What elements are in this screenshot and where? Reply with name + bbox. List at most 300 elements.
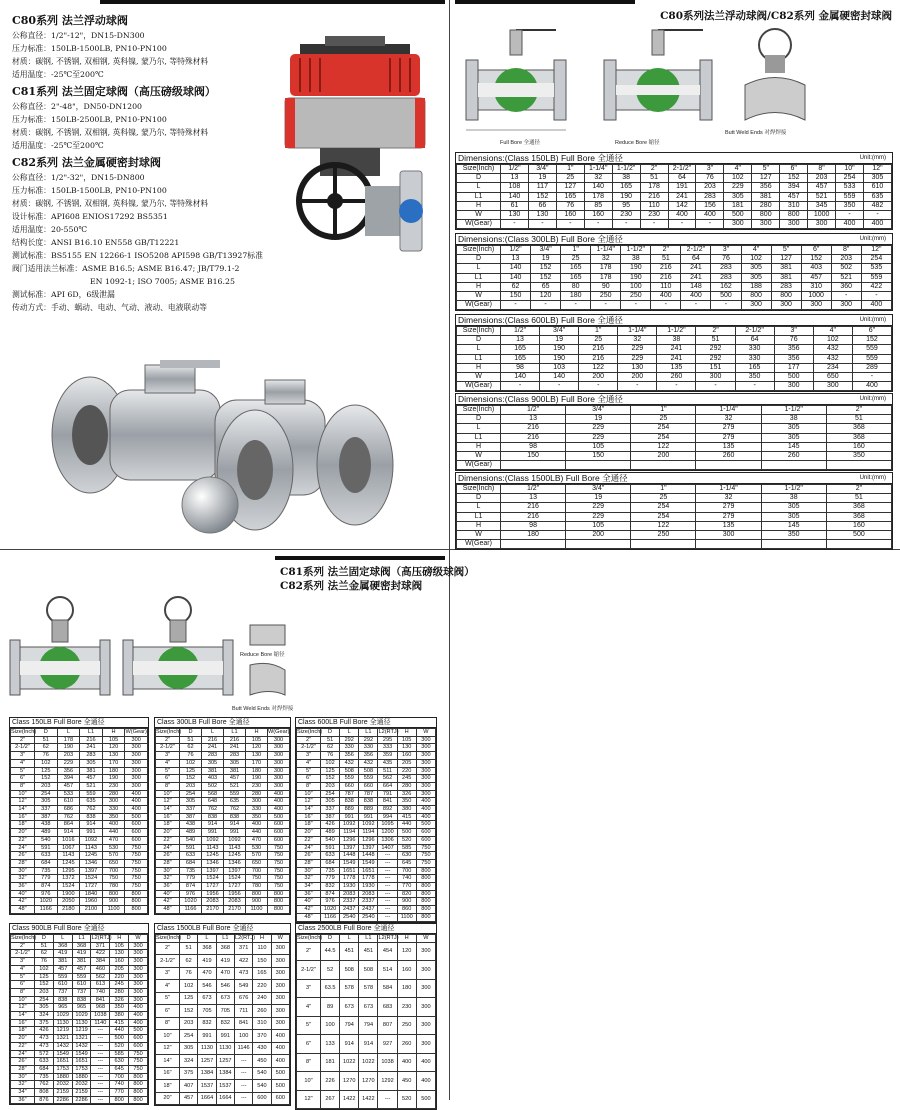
table-cell: 10" [297,1072,321,1091]
table-cell: 664 [378,782,397,790]
c82-title: C82系列 法兰金属硬密封球阀 [12,156,161,169]
table-cell: 140 [584,183,612,192]
table-cell: 400 [397,1053,416,1072]
table-cell: 200 [631,452,696,461]
table-cell: 540 [180,836,202,844]
table-header-cell: L2(RTJ) [91,935,112,941]
table-row [11,958,148,966]
table-cell: 400 [416,1072,435,1091]
table-row [11,1073,148,1081]
table-cell: 1448 [359,852,378,860]
table-row [297,867,436,875]
table-row [156,1055,290,1068]
table-cell: 511 [378,767,397,775]
table-cell: 260 [696,452,761,461]
table-cell: 305 [180,1042,198,1055]
table-cell: 292 [696,354,735,363]
table-cell: 177 [774,363,813,372]
table-cell: 160 [556,211,584,220]
table-cell: 700 [397,867,416,875]
table-cell: 991 [198,1030,216,1043]
table-900lb-caption: Class 900LB Full Bore 全通径 [10,924,148,934]
table-header-cell: 1/2" [501,485,566,494]
table-header-cell: H [457,201,501,210]
table-row [156,1030,290,1043]
table-cell: 435 [378,759,397,767]
table-cell: 38 [761,415,826,424]
table-cell: 130 [397,744,416,752]
table-cell: 1245 [57,859,80,867]
table-cell: 165 [561,273,591,282]
table-cell: 750 [125,875,148,883]
table-cell: 305 [202,759,224,767]
table-cell: 750 [129,1050,148,1058]
table-cell: 630 [397,852,416,860]
table-cell: 254 [631,424,696,433]
table-cell: 105 [566,521,631,530]
spec-line: 适用温度：-25℃至200℃ [12,70,104,79]
table-cell: 820 [397,890,416,898]
caption-reduce-bore: Reduce Bore 缩径 [615,140,660,146]
table-header-cell: 12" [863,165,891,174]
table-row [11,981,148,989]
table-cell: 300 [246,798,268,806]
table-cell: 300 [129,973,148,981]
table-cell: 24" [156,844,180,852]
table-cell: 305 [741,273,771,282]
butt-weld-detail-drawing [245,660,290,700]
table-cell: - [531,301,561,310]
c80-title: C80系列 法兰浮动球阀 [12,14,128,27]
table-cell: 432 [813,354,852,363]
table-cell: 1384 [216,1067,234,1080]
table-cell: - [591,301,621,310]
table-cell: 51 [826,494,891,503]
table-cell: 140 [501,264,531,273]
table-cell: 502 [831,264,861,273]
table-row [297,744,436,752]
table-cell: 18" [11,1027,35,1035]
table-cell: --- [91,1065,110,1073]
table-header-cell: L [457,264,501,273]
table-cell: 633 [321,852,340,860]
table-cell: 4" [297,998,321,1017]
table-header-cell: D [457,255,501,264]
table-row [457,282,892,291]
table-cell: 19 [528,174,556,183]
table-cell: 330 [340,744,359,752]
table-cell: 2" [11,942,35,950]
table-header-cell: L [457,183,501,192]
table-cell: 122 [631,521,696,530]
table-cell: 102 [724,174,752,183]
table-cell: - [540,382,579,391]
table-row [11,759,148,767]
table-cell: - [861,292,891,301]
table-cell: 1880 [53,1073,72,1081]
table-header-cell: 1-1/2" [621,246,651,255]
table-cell: 10" [156,790,180,798]
table-row [297,1072,436,1091]
table-cell: 300 [416,752,435,760]
table-cell: 5" [156,767,180,775]
table-row [11,852,148,860]
table-300lb-box [455,233,893,311]
table-cell: 165 [556,192,584,201]
table-150lb-box [455,152,893,230]
table-cell: 860 [397,906,416,914]
table-cell: 220 [397,767,416,775]
table-cell: 32 [696,494,761,503]
table-row [457,220,892,229]
table-cell: 1166 [35,906,58,914]
spec-line: 传动方式：手动、蜗动、电动、气动、液动、电液联动等 [12,303,207,312]
table-cell: 292 [696,345,735,354]
table-cell: 62 [501,282,531,291]
table-header-cell: D [180,729,202,737]
table-cell: 500 [416,1090,435,1109]
table-cell: 3" [11,752,35,760]
table-cell: - [640,220,668,229]
table-cell: 838 [80,813,103,821]
table-cell: 300 [129,950,148,958]
table-cell: 370 [253,1030,271,1043]
table-cell: 673 [340,998,359,1017]
table-row [156,767,290,775]
table-row [11,1019,148,1027]
table-cell: 38 [657,336,696,345]
table-cell: 780 [246,883,268,891]
table-cell: 591 [180,844,202,852]
table-cell: 965 [72,1004,91,1012]
table-row [457,512,892,521]
table-cell: 305 [761,433,826,442]
unit-label: Unit:(mm) [859,317,886,323]
table-cell: 440 [397,821,416,829]
table-row [11,829,148,837]
table-cell: 660 [340,782,359,790]
table-cell: 300 [102,798,125,806]
table-300lb-caption: Dimensions:(Class 300LB) Full Bore 全通径 [458,234,623,244]
table-cell: 770 [110,1089,129,1097]
table-header-cell: 1/2" [501,406,566,415]
table-cell: 1727 [224,883,246,891]
table-header-cell: L1 [457,512,501,521]
table-cell: 585 [110,1050,129,1058]
table-cell: 1092 [340,821,359,829]
table-cell: 457 [780,192,808,201]
table-cell: 965 [53,1004,72,1012]
table-cell: 110 [651,282,681,291]
table-cell: 1880 [72,1073,91,1081]
table-header-cell: 3/4" [540,327,579,336]
table-cell: 156 [696,201,724,210]
table-cell: 180 [246,767,268,775]
table-cell: 24" [11,1050,35,1058]
table-cell: 152 [852,336,891,345]
table-cell: 430 [253,1042,271,1055]
table-cell: 100 [621,282,651,291]
table-cell: 440 [110,1027,129,1035]
table-cell: 400 [129,1019,148,1027]
table-cell: 280 [110,988,129,996]
table-cell: 152 [35,775,58,783]
table-cell: 535 [861,264,891,273]
table-cell: 8" [156,782,180,790]
table-cell: 368 [826,433,891,442]
table-row [457,301,892,310]
table-cell: 1448 [340,852,359,860]
table-row [11,1065,148,1073]
table-row [297,890,436,898]
table-header-cell: 3/4" [528,165,556,174]
table-cell: 10" [297,790,321,798]
spec-line: 压力标准：150LB-1500LB, PN10-PN100 [12,44,167,53]
table-cell: 42" [297,906,321,914]
table-row [457,345,892,354]
table-cell: 229 [57,759,80,767]
table-cell: 120 [102,744,125,752]
table-cell: 14" [156,1055,180,1068]
table-cell: 310 [801,282,831,291]
table-cell: 889 [359,806,378,814]
table-cell: 533 [836,183,864,192]
table-header-cell: 1-1/2" [657,327,696,336]
table-row [297,883,436,891]
table-cell: 489 [180,829,202,837]
table-cell: 1321 [72,1035,91,1043]
table-cell: 10" [11,996,35,1004]
table-cell: --- [378,890,397,898]
table-cell: 25 [561,255,591,264]
table-row [297,790,436,798]
table-cell: 305 [761,424,826,433]
table-cell: 230 [640,211,668,220]
table-cell: 62 [35,950,54,958]
table-cell: 36" [156,883,180,891]
table-cell: 64 [681,255,711,264]
table-cell: 800 [129,1081,148,1089]
dimensions-table-300lb [456,245,892,310]
table-cell [826,461,891,470]
table-cell: 1270 [359,1072,378,1091]
table-cell: 454 [378,942,397,961]
table-cell: 25 [579,336,618,345]
table-cell: 190 [612,192,640,201]
table-cell: 360 [831,282,861,291]
table-cell: 14" [11,806,35,814]
table-cell: 105 [110,942,129,950]
table-row [11,965,148,973]
caption-butt-weld: Butt Weld Ends 对焊焊接 [232,706,294,712]
table-cell: 19 [566,415,631,424]
table-cell: 152 [780,174,808,183]
table-header-cell: L1 [457,273,501,282]
table-cell [761,540,826,549]
table-cell: 991 [202,829,224,837]
table-cell: 1524 [224,875,246,883]
table-cell: 241 [202,744,224,752]
table-cell: 457 [80,775,103,783]
table-row [297,736,436,744]
table-cell: 130 [618,363,657,372]
table-cell: 800 [752,211,780,220]
table-cell: 140 [501,192,529,201]
table-cell: 800 [780,211,808,220]
table-row [457,255,892,264]
table-cell: 2337 [340,898,359,906]
table-cell: 1022 [340,1053,359,1072]
table-cell: --- [91,1058,110,1066]
table-row [297,821,436,829]
table-row [11,813,148,821]
spec-line: 压力标准：150LB-2500LB, PN10-PN100 [12,115,167,124]
table-cell: 229 [618,354,657,363]
table-cell: 254 [631,433,696,442]
table-header-cell: L [457,345,501,354]
table-cell: 32" [156,875,180,883]
table-cell: 1753 [53,1065,72,1073]
table-cell: 250 [397,1016,416,1035]
table-cell: 700 [110,1073,129,1081]
table-cell: 559 [836,192,864,201]
table-cell: 2" [297,942,321,961]
table-cell: 14" [11,1012,35,1020]
table-cell: 300 [125,767,148,775]
header-rule [275,556,445,560]
table-cell: 229 [566,424,631,433]
table-cell: 100 [321,1016,340,1035]
table-cell: 300 [741,301,771,310]
table-cell: --- [91,1089,110,1097]
table-cell: 203 [57,752,80,760]
table-cell: 310 [780,201,808,210]
table-cell: 559 [359,775,378,783]
table-cell: 62 [180,955,198,968]
table-cell: 337 [321,806,340,814]
table-row [297,1035,436,1054]
table-row [297,813,436,821]
table-cell: 838 [72,996,91,1004]
table-cell: 1397 [202,867,224,875]
table-cell: 62 [35,744,58,752]
table-cell: 178 [591,273,621,282]
table-cell: 473 [35,1042,54,1050]
table-cell: 254 [35,996,54,1004]
table-cell: 750 [416,859,435,867]
table-600lb-caption: Dimensions:(Class 600LB) Full Bore 全通径 [458,315,623,325]
table-cell: 400 [416,798,435,806]
table-header-cell: 1" [556,165,584,174]
table-cell: 350 [246,813,268,821]
table-row [11,883,148,891]
table-row [156,955,290,968]
table-cell: 1245 [80,852,103,860]
spec-line: 公称直径：1/2"-32"，DN15-DN800 [12,173,145,182]
table-cell: 559 [80,790,103,798]
table-header-cell: 1-1/2" [612,165,640,174]
table-cell: --- [234,1080,252,1093]
table-cell: 300 [129,958,148,966]
table-cell: 2540 [340,913,359,921]
table-cell: 1956 [202,890,224,898]
table-header-cell: L1 [359,729,378,737]
table-cell: 300 [416,782,435,790]
table-header-cell: W(Gear) [457,461,501,470]
table-cell: 600 [416,836,435,844]
table-cell: 305 [180,798,202,806]
table-cell: 585 [397,844,416,852]
table-cell: 76 [35,958,54,966]
brochure-page-intro [0,0,450,550]
table-cell: 279 [696,512,761,521]
table-cell: 279 [696,424,761,433]
table-cell: 832 [198,1017,216,1030]
table-cell: 152 [180,775,202,783]
table-cell: --- [378,859,397,867]
table-row [457,442,892,451]
table-cell: 2" [156,942,180,955]
table-cell: 64 [668,174,696,183]
table-cell: 5" [156,992,180,1005]
table-cell: 2" [297,736,321,744]
table-cell: 40" [297,898,321,906]
table-cell: 180 [397,979,416,998]
table-header-cell: 5" [752,165,780,174]
table-cell: 300 [416,1016,435,1035]
table-row [11,906,148,914]
gear-operator-drawing [735,25,815,125]
table-cell: 1020 [321,906,340,914]
table-cell: 808 [35,1089,54,1097]
table-cell: 630 [110,1058,129,1066]
table-cell: 216 [501,433,566,442]
table-cell: 779 [180,875,202,883]
table-row [457,264,892,273]
table-cell [631,461,696,470]
table-cell: 1422 [359,1090,378,1109]
table-cell: 234 [813,363,852,372]
table-cell: 1067 [57,844,80,852]
table-cell: 76 [774,336,813,345]
table-cell: 148 [681,282,711,291]
table-cell: 135 [696,521,761,530]
table-row [11,798,148,806]
table-cell: 1549 [359,859,378,867]
table-cell: 254 [35,790,58,798]
table-cell: 165 [561,264,591,273]
table-cell: 300 [125,752,148,760]
table-cell: - [618,382,657,391]
table-cell: 1257 [216,1055,234,1068]
table-row [156,759,290,767]
table-cell: 32 [618,336,657,345]
table-cell: 110 [640,201,668,210]
table-cell: 1219 [72,1027,91,1035]
table-row [297,752,436,760]
table-cell: 125 [35,767,58,775]
table-cell: 684 [180,859,202,867]
table-cell: 838 [202,813,224,821]
table-cell: 140 [501,273,531,282]
table-cell: - [621,301,651,310]
table-cell: 1146 [234,1042,252,1055]
table-cell: 326 [397,790,416,798]
table-cell: 600 [125,836,148,844]
table-cell: 1549 [340,859,359,867]
table-cell: 32" [11,875,35,883]
table-cell: 120 [246,744,268,752]
